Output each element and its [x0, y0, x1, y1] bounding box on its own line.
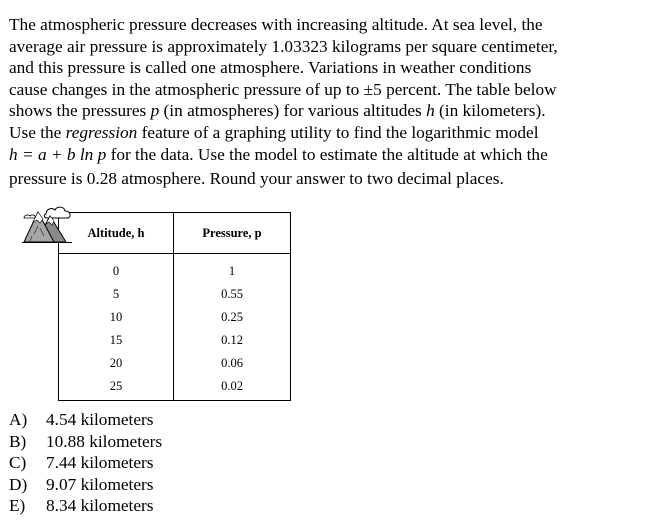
choice-text: 10.88 kilometers — [46, 431, 163, 451]
pressure-cell: 0.12 — [174, 329, 291, 352]
problem-line-8: pressure is 0.28 atmosphere. Round your answer to two decimal places. — [9, 169, 504, 189]
answer-choices — [9, 409, 162, 517]
altitude-cell: 0 — [59, 254, 174, 284]
regression-term: regression — [65, 122, 138, 142]
choice-letter: C) — [9, 453, 27, 473]
table-row — [59, 306, 291, 329]
problem-line-3: and this pressure is called one atmosphere. Variations in weather conditions — [9, 58, 532, 78]
altitude-cell: 10 — [59, 306, 174, 329]
table-row — [59, 329, 291, 352]
choice-text: 4.54 kilometers — [46, 410, 154, 429]
altitude-cell: 15 — [59, 329, 174, 352]
problem-line-2: average air pressure is approximately 1.03323 kilograms per square centimeter, — [9, 36, 558, 56]
choice-letter: D) — [9, 474, 28, 494]
choice-c[interactable] — [9, 452, 162, 474]
choice-b[interactable] — [9, 431, 162, 453]
choice-text: 9.07 kilometers — [46, 474, 154, 494]
problem-line-1: The atmospheric pressure decreases with increasing altitude. At sea level, the — [9, 15, 543, 34]
problem-line-6: Use the regression feature of a graphing utility to find the logarithmic model — [9, 122, 539, 142]
altitude-cell: 20 — [59, 352, 174, 375]
choice-d[interactable] — [9, 474, 162, 496]
table-row — [59, 352, 291, 375]
pressure-cell: 0.25 — [174, 306, 291, 329]
altitude-pressure-figure — [22, 204, 294, 394]
mountain-icon — [22, 204, 74, 244]
table-row — [59, 283, 291, 306]
problem-line-5: shows the pressures p (in atmospheres) for various altitudes h (in kilometers). — [9, 101, 546, 121]
altitude-cell: 5 — [59, 283, 174, 306]
pressure-cell: 0.55 — [174, 283, 291, 306]
header-altitude: Altitude, h — [59, 213, 174, 254]
choice-a[interactable] — [9, 409, 162, 431]
pressure-cell: 1 — [174, 254, 291, 284]
pressure-cell: 0.02 — [174, 375, 291, 401]
choice-letter: E) — [9, 496, 26, 516]
problem-line-7: h = a + b ln p for the data. Use the model to estimate the altitude at which the — [9, 144, 548, 164]
choice-text: 8.34 kilometers — [46, 496, 154, 516]
problem-line-4: cause changes in the atmospheric pressure of up to ±5 percent. The table below — [9, 79, 557, 99]
header-pressure: Pressure, p — [174, 213, 291, 254]
logarithmic-model: h = a + b ln p — [9, 144, 107, 164]
altitude-pressure-table — [58, 212, 291, 401]
variable-h: h — [426, 101, 435, 121]
choice-text: 7.44 kilometers — [46, 453, 154, 473]
variable-p: p — [150, 101, 160, 121]
choice-e[interactable] — [9, 495, 162, 517]
choice-letter: A) — [9, 410, 28, 429]
table-row — [59, 254, 291, 284]
problem-statement — [9, 14, 645, 190]
choice-letter: B) — [9, 431, 27, 451]
table-row — [59, 375, 291, 401]
pressure-cell: 0.06 — [174, 352, 291, 375]
altitude-cell: 25 — [59, 375, 174, 401]
